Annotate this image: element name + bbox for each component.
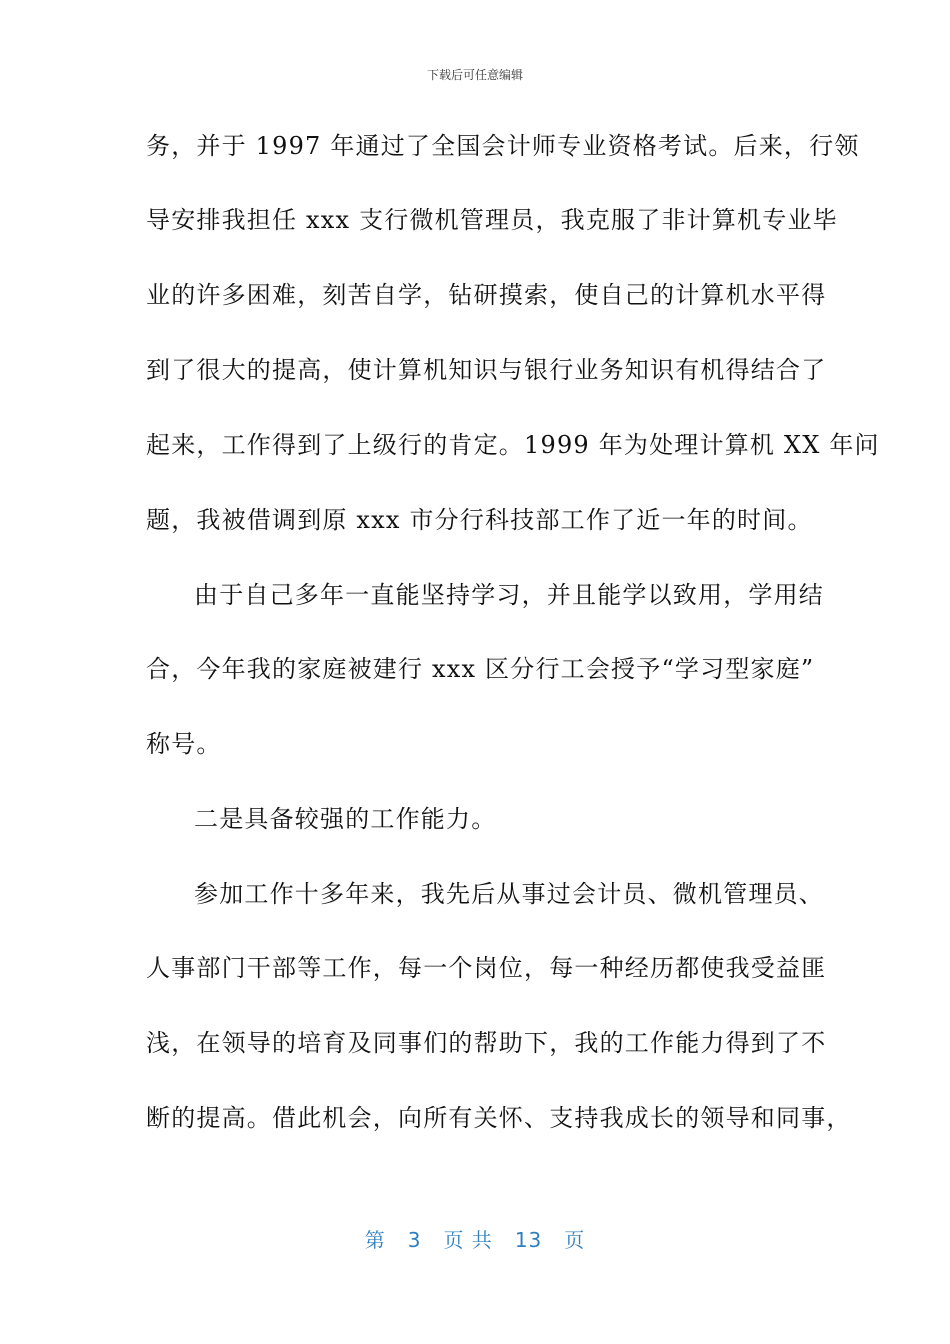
page-header: 下载后可任意编辑 — [426, 68, 523, 82]
current-page-number: 3 — [407, 1228, 422, 1252]
text-line: 人事部门干部等工作，每一个岗位，每一种经历都使我受益匪 — [146, 954, 827, 982]
text-line: 浅，在领导的培育及同事们的帮助下，我的工作能力得到了不 — [146, 1029, 827, 1057]
page-footer — [0, 1224, 950, 1253]
text-line: 断的提高。借此机会，向所有关怀、支持我成长的领导和同事， — [146, 1104, 852, 1132]
text-line: 起来，工作得到了上级行的肯定。1999 年为处理计算机 XX 年问 — [146, 431, 880, 459]
text-line: 到了很大的提高，使计算机知识与银行业务知识有机得结合了 — [146, 356, 827, 384]
footer-label-of: 页 共 — [443, 1228, 493, 1252]
footer-label-page: 第 — [364, 1228, 386, 1252]
text-line: 称号。 — [146, 730, 222, 758]
text-line: 合，今年我的家庭被建行 xxx 区分行工会授予“学习型家庭” — [146, 655, 815, 683]
paragraph-first-line: 参加工作十多年来，我先后从事过会计员、微机管理员、 — [194, 880, 824, 908]
text-line: 题，我被借调到原 xxx 市分行科技部工作了近一年的时间。 — [146, 506, 813, 534]
footer-label-end: 页 — [564, 1228, 586, 1252]
text-line: 务，并于 1997 年通过了全国会计师专业资格考试。后来，行领 — [146, 132, 860, 160]
text-line: 业的许多困难，刻苦自学，钻研摸索，使自己的计算机水平得 — [146, 281, 827, 309]
section-heading: 二是具备较强的工作能力。 — [194, 805, 497, 833]
paragraph-first-line: 由于自己多年一直能坚持学习，并且能学以致用，学用结 — [194, 581, 824, 609]
total-pages-number: 13 — [514, 1228, 543, 1252]
text-line: 导安排我担任 xxx 支行微机管理员，我克服了非计算机专业毕 — [146, 206, 838, 234]
